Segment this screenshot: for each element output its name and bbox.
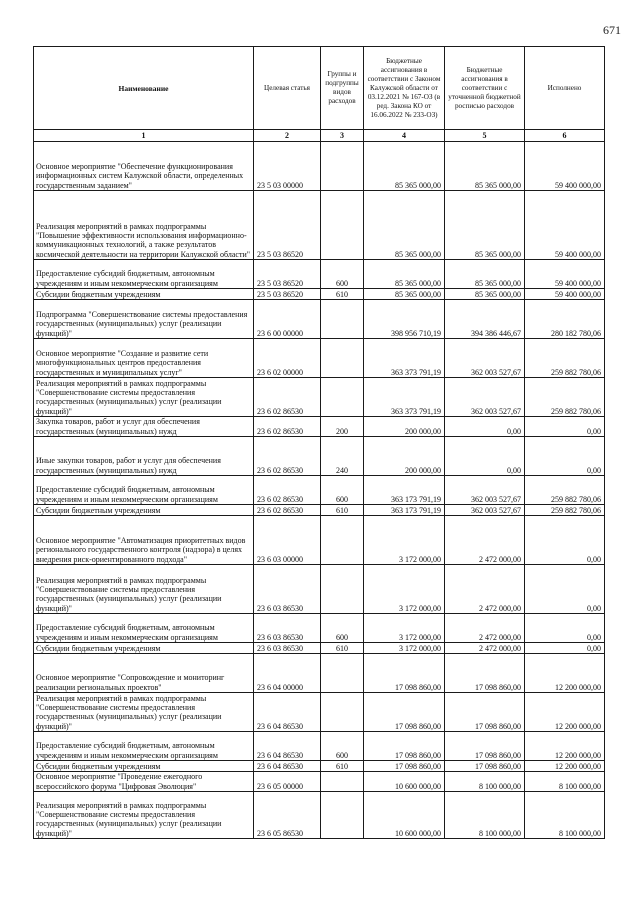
cell-executed: 12 200 000,00 <box>525 732 605 761</box>
cell-target-article: 23 6 02 86530 <box>254 417 321 437</box>
cell-target-article: 23 5 03 86520 <box>254 191 321 260</box>
cell-revised-allocation: 0,00 <box>445 437 525 476</box>
cell-target-article: 23 6 02 86530 <box>254 437 321 476</box>
cell-law-allocation: 3 172 000,00 <box>364 516 445 565</box>
cell-expense-group <box>321 300 364 339</box>
table-row <box>34 792 605 839</box>
cell-executed: 259 882 780,06 <box>525 505 605 516</box>
table-row <box>34 476 605 505</box>
cell-target-article: 23 6 03 86530 <box>254 565 321 614</box>
cell-revised-allocation: 85 365 000,00 <box>445 142 525 191</box>
cell-name: Предоставление субсидий бюджетным, автономным учреждениям и иным некоммерческим организациям <box>34 260 254 289</box>
cell-expense-group: 610 <box>321 643 364 654</box>
table-row <box>34 260 605 289</box>
column-number: 1 <box>34 130 254 142</box>
cell-executed: 59 400 000,00 <box>525 289 605 300</box>
header-revised-allocations: Бюджетные ассигнования в соответствии с уточненной бюджетной росписью расходов <box>445 47 525 130</box>
cell-law-allocation: 85 365 000,00 <box>364 142 445 191</box>
cell-expense-group <box>321 792 364 839</box>
cell-expense-group: 240 <box>321 437 364 476</box>
cell-name: Основное мероприятие "Сопровождение и мониторинг реализации региональных проектов" <box>34 654 254 693</box>
table-header-row <box>34 47 605 130</box>
table-row <box>34 732 605 761</box>
header-executed: Исполнено <box>525 47 605 130</box>
cell-executed: 0,00 <box>525 643 605 654</box>
cell-name: Основное мероприятие "Создание и развитие сети многофункциональных центров предоставления государственных и муниципальных услуг" <box>34 339 254 378</box>
cell-name: Субсидии бюджетным учреждениям <box>34 505 254 516</box>
cell-expense-group <box>321 339 364 378</box>
cell-target-article: 23 6 04 86530 <box>254 761 321 772</box>
table-row <box>34 142 605 191</box>
cell-name: Основное мероприятие "Проведение ежегодного всероссийского форума "Цифровая Эволюция" <box>34 772 254 792</box>
page-number: 671 <box>603 23 621 37</box>
cell-revised-allocation: 85 365 000,00 <box>445 191 525 260</box>
cell-law-allocation: 363 173 791,19 <box>364 505 445 516</box>
cell-executed: 0,00 <box>525 437 605 476</box>
cell-expense-group <box>321 654 364 693</box>
table-row <box>34 300 605 339</box>
cell-target-article: 23 5 03 86520 <box>254 260 321 289</box>
table-row <box>34 289 605 300</box>
header-target-article: Целевая статья <box>254 47 321 130</box>
table-row <box>34 505 605 516</box>
cell-revised-allocation: 85 365 000,00 <box>445 289 525 300</box>
cell-executed: 0,00 <box>525 417 605 437</box>
cell-expense-group: 610 <box>321 761 364 772</box>
cell-name: Субсидии бюджетным учреждениям <box>34 643 254 654</box>
cell-target-article: 23 6 02 86530 <box>254 378 321 417</box>
column-number: 5 <box>445 130 525 142</box>
cell-target-article: 23 6 05 86530 <box>254 792 321 839</box>
cell-expense-group <box>321 516 364 565</box>
cell-revised-allocation: 17 098 860,00 <box>445 732 525 761</box>
cell-expense-group <box>321 142 364 191</box>
cell-law-allocation: 85 365 000,00 <box>364 191 445 260</box>
cell-expense-group: 600 <box>321 260 364 289</box>
cell-name: Реализация мероприятий в рамках подпрограммы "Совершенствование системы предоставления государственных (муниципальных) услуг (реализации функций)" <box>34 792 254 839</box>
cell-revised-allocation: 8 100 000,00 <box>445 792 525 839</box>
cell-target-article: 23 6 03 86530 <box>254 643 321 654</box>
cell-expense-group <box>321 378 364 417</box>
cell-target-article: 23 6 05 00000 <box>254 772 321 792</box>
column-number: 2 <box>254 130 321 142</box>
cell-executed: 259 882 780,06 <box>525 378 605 417</box>
cell-executed: 8 100 000,00 <box>525 792 605 839</box>
cell-revised-allocation: 85 365 000,00 <box>445 260 525 289</box>
cell-law-allocation: 200 000,00 <box>364 417 445 437</box>
cell-name: Закупка товаров, работ и услуг для обеспечения государственных (муниципальных) нужд <box>34 417 254 437</box>
cell-executed: 12 200 000,00 <box>525 693 605 732</box>
table-row <box>34 643 605 654</box>
table-row <box>34 191 605 260</box>
cell-law-allocation: 200 000,00 <box>364 437 445 476</box>
table-row <box>34 772 605 792</box>
cell-name: Реализация мероприятий в рамках подпрограммы "Совершенствование системы предоставления государственных (муниципальных) услуг (реализации функций)" <box>34 378 254 417</box>
cell-expense-group <box>321 191 364 260</box>
cell-revised-allocation: 0,00 <box>445 417 525 437</box>
header-law-allocations: Бюджетные ассигнования в соответствии с Законом Калужской области от 03.12.2021 № 167-ОЗ (в ред. Закона КО от 16.06.2022 № 233-ОЗ) <box>364 47 445 130</box>
cell-executed: 59 400 000,00 <box>525 142 605 191</box>
table-row <box>34 339 605 378</box>
cell-revised-allocation: 2 472 000,00 <box>445 643 525 654</box>
cell-revised-allocation: 362 003 527,67 <box>445 476 525 505</box>
cell-law-allocation: 85 365 000,00 <box>364 289 445 300</box>
budget-table <box>33 46 605 839</box>
cell-executed: 0,00 <box>525 614 605 643</box>
cell-target-article: 23 6 04 86530 <box>254 732 321 761</box>
cell-revised-allocation: 17 098 860,00 <box>445 761 525 772</box>
column-number: 3 <box>321 130 364 142</box>
cell-target-article: 23 6 03 86530 <box>254 614 321 643</box>
cell-law-allocation: 17 098 860,00 <box>364 732 445 761</box>
table-row <box>34 417 605 437</box>
cell-revised-allocation: 362 003 527,67 <box>445 505 525 516</box>
cell-law-allocation: 363 373 791,19 <box>364 378 445 417</box>
cell-law-allocation: 3 172 000,00 <box>364 565 445 614</box>
cell-executed: 59 400 000,00 <box>525 191 605 260</box>
cell-revised-allocation: 17 098 860,00 <box>445 654 525 693</box>
cell-law-allocation: 3 172 000,00 <box>364 614 445 643</box>
table-row <box>34 378 605 417</box>
cell-revised-allocation: 8 100 000,00 <box>445 772 525 792</box>
cell-name: Основное мероприятие "Обеспечение функционирования информационных систем Калужской области, определенных государственным заданием" <box>34 142 254 191</box>
cell-name: Реализация мероприятий в рамках подпрограммы "Совершенствование системы предоставления государственных (муниципальных) услуг (реализации функций)" <box>34 565 254 614</box>
cell-law-allocation: 10 600 000,00 <box>364 772 445 792</box>
cell-executed: 259 882 780,06 <box>525 339 605 378</box>
cell-revised-allocation: 394 386 446,67 <box>445 300 525 339</box>
cell-target-article: 23 5 03 86520 <box>254 289 321 300</box>
table-row <box>34 614 605 643</box>
cell-executed: 259 882 780,06 <box>525 476 605 505</box>
cell-target-article: 23 6 00 00000 <box>254 300 321 339</box>
cell-law-allocation: 398 956 710,19 <box>364 300 445 339</box>
table-row <box>34 761 605 772</box>
cell-executed: 280 182 780,06 <box>525 300 605 339</box>
cell-revised-allocation: 362 003 527,67 <box>445 339 525 378</box>
cell-target-article: 23 6 03 00000 <box>254 516 321 565</box>
column-number: 4 <box>364 130 445 142</box>
cell-law-allocation: 363 173 791,19 <box>364 476 445 505</box>
cell-executed: 8 100 000,00 <box>525 772 605 792</box>
cell-law-allocation: 17 098 860,00 <box>364 761 445 772</box>
table-row <box>34 516 605 565</box>
cell-name: Подпрограмма "Совершенствование системы предоставления государственных (муниципальных) услуг (реализации функций)" <box>34 300 254 339</box>
cell-law-allocation: 85 365 000,00 <box>364 260 445 289</box>
cell-law-allocation: 17 098 860,00 <box>364 693 445 732</box>
cell-expense-group: 600 <box>321 476 364 505</box>
cell-expense-group: 600 <box>321 732 364 761</box>
cell-executed: 59 400 000,00 <box>525 260 605 289</box>
cell-name: Субсидии бюджетным учреждениям <box>34 761 254 772</box>
cell-expense-group: 610 <box>321 289 364 300</box>
cell-expense-group: 610 <box>321 505 364 516</box>
cell-name: Иные закупки товаров, работ и услуг для обеспечения государственных (муниципальных) нужд <box>34 437 254 476</box>
cell-law-allocation: 17 098 860,00 <box>364 654 445 693</box>
cell-target-article: 23 6 02 00000 <box>254 339 321 378</box>
cell-executed: 12 200 000,00 <box>525 654 605 693</box>
column-number: 6 <box>525 130 605 142</box>
cell-name: Реализация мероприятий в рамках подпрограммы "Совершенствование системы предоставления государственных (муниципальных) услуг (реализации функций)" <box>34 693 254 732</box>
cell-expense-group <box>321 565 364 614</box>
cell-target-article: 23 6 04 00000 <box>254 654 321 693</box>
cell-name: Предоставление субсидий бюджетным, автономным учреждениям и иным некоммерческим организациям <box>34 732 254 761</box>
cell-name: Реализация мероприятий в рамках подпрограммы "Повышение эффективности использования информационно-коммуникационных технологий, а также результатов космической деятельности на территории Калужской области" <box>34 191 254 260</box>
cell-executed: 12 200 000,00 <box>525 761 605 772</box>
table-row <box>34 654 605 693</box>
cell-name: Предоставление субсидий бюджетным, автономным учреждениям и иным некоммерческим организациям <box>34 614 254 643</box>
table-row <box>34 565 605 614</box>
cell-expense-group: 600 <box>321 614 364 643</box>
cell-revised-allocation: 17 098 860,00 <box>445 693 525 732</box>
cell-revised-allocation: 2 472 000,00 <box>445 614 525 643</box>
cell-law-allocation: 10 600 000,00 <box>364 792 445 839</box>
cell-revised-allocation: 2 472 000,00 <box>445 516 525 565</box>
cell-expense-group: 200 <box>321 417 364 437</box>
cell-target-article: 23 5 03 00000 <box>254 142 321 191</box>
cell-expense-group <box>321 693 364 732</box>
header-expense-groups: Группы и подгруппы видов расходов <box>321 47 364 130</box>
cell-target-article: 23 6 02 86530 <box>254 476 321 505</box>
cell-revised-allocation: 2 472 000,00 <box>445 565 525 614</box>
cell-target-article: 23 6 02 86530 <box>254 505 321 516</box>
table-body <box>34 142 605 839</box>
table-row <box>34 693 605 732</box>
cell-revised-allocation: 362 003 527,67 <box>445 378 525 417</box>
cell-law-allocation: 3 172 000,00 <box>364 643 445 654</box>
table-row <box>34 437 605 476</box>
cell-target-article: 23 6 04 86530 <box>254 693 321 732</box>
cell-name: Субсидии бюджетным учреждениям <box>34 289 254 300</box>
cell-expense-group <box>321 772 364 792</box>
column-number-row <box>34 130 605 142</box>
header-name: Наименование <box>34 47 254 130</box>
cell-executed: 0,00 <box>525 565 605 614</box>
cell-law-allocation: 363 373 791,19 <box>364 339 445 378</box>
cell-name: Основное мероприятие "Автоматизация приоритетных видов регионального государственного контроля (надзора) в целях внедрения риск-ориентированного подхода" <box>34 516 254 565</box>
cell-name: Предоставление субсидий бюджетным, автономным учреждениям и иным некоммерческим организациям <box>34 476 254 505</box>
cell-executed: 0,00 <box>525 516 605 565</box>
